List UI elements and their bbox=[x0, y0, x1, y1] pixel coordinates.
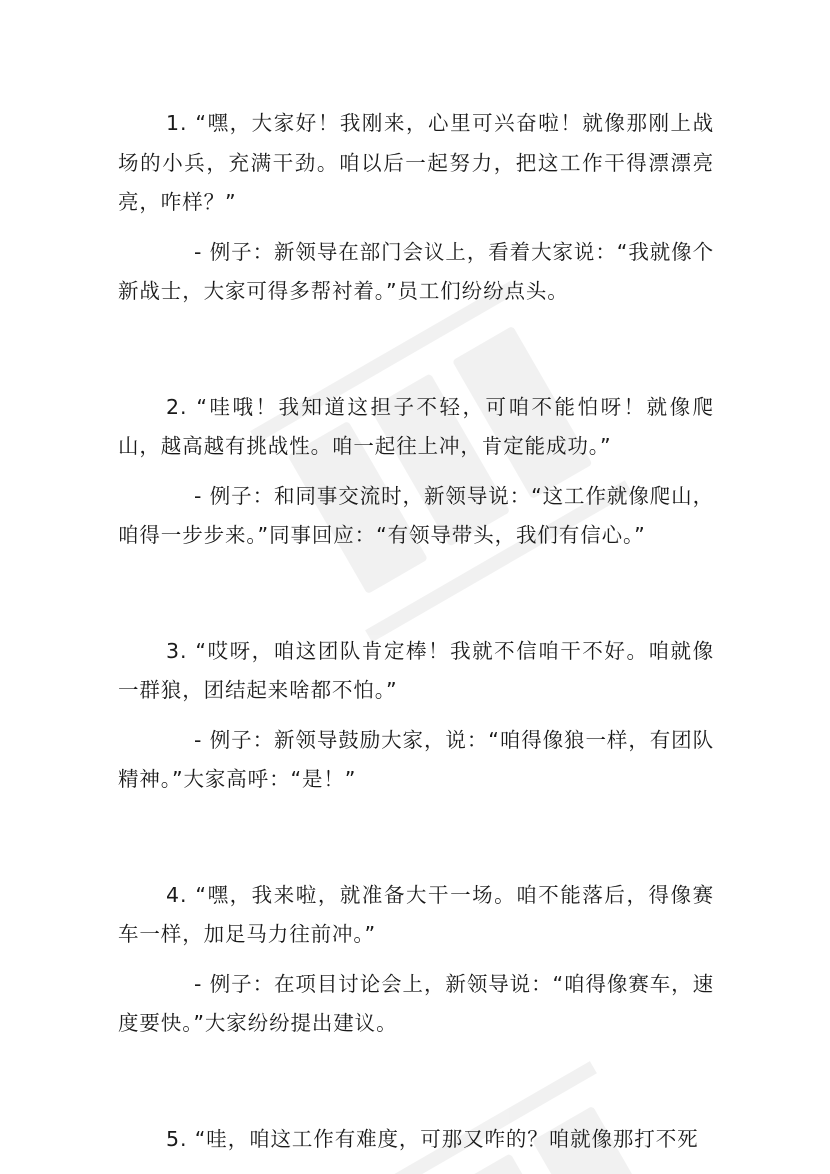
paragraph-gap bbox=[118, 556, 714, 632]
list-item bbox=[118, 104, 714, 312]
item-example: - 例子：在项目讨论会上，新领导说：“咱得像赛车，速度要快。”大家纷纷提出建议。 bbox=[118, 971, 714, 1035]
list-item bbox=[118, 388, 714, 556]
paragraph-gap bbox=[118, 1044, 714, 1120]
list-item bbox=[118, 876, 714, 1044]
item-quote: 3. “哎呀，咱这团队肯定棒！我就不信咱干不好。咱就像一群狼，团结起来啥都不怕。” bbox=[118, 638, 714, 702]
list-item bbox=[118, 1120, 714, 1160]
paragraph-gap bbox=[118, 312, 714, 388]
item-quote: 2. “哇哦！我知道这担子不轻，可咱不能怕呀！就像爬山，越高越有挑战性。咱一起往上冲，肯定能成功。” bbox=[118, 394, 714, 458]
item-example: - 例子：和同事交流时，新领导说：“这工作就像爬山，咱得一步步来。”同事回应：“有领导带头，我们有信心。” bbox=[118, 483, 714, 547]
item-quote: 5. “哇，咱这工作有难度，可那又咋的？咱就像那打不死 bbox=[166, 1126, 699, 1151]
item-example: - 例子：新领导鼓励大家，说：“咱得像狼一样，有团队精神。”大家高呼：“是！” bbox=[118, 727, 714, 791]
item-quote: 4. “嘿，我来啦，就准备大干一场。咱不能落后，得像赛车一样，加足马力往前冲。” bbox=[118, 882, 714, 946]
document-body bbox=[118, 104, 714, 1159]
item-quote: 1. “嘿，大家好！我刚来，心里可兴奋啦！就像那刚上战场的小兵，充满干劲。咱以后一起努力，把这工作干得漂漂亮亮，咋样？” bbox=[118, 111, 714, 214]
item-example: - 例子：新领导在部门会议上，看着大家说：“我就像个新战士，大家可得多帮衬着。”员工们纷纷点头。 bbox=[118, 239, 714, 303]
list-item bbox=[118, 632, 714, 800]
paragraph-gap bbox=[118, 800, 714, 876]
